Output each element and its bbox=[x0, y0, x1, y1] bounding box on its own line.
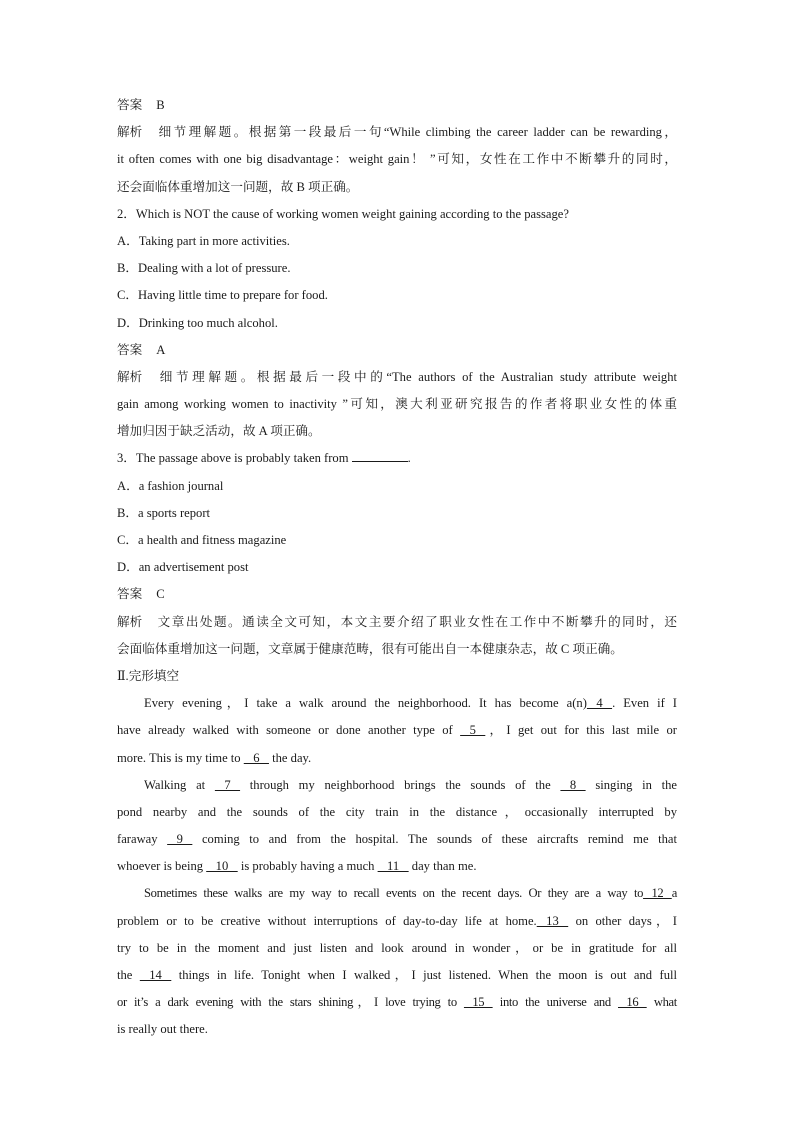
cloze-blank-15: 15 bbox=[463, 995, 493, 1010]
cloze-blank-5: 5 bbox=[460, 723, 486, 738]
cloze-text: things in life. Tonight when I walked，I just listened. When the moon is out and full bbox=[178, 968, 677, 982]
cloze-text: through my neighborhood brings the sounds of the bbox=[249, 777, 551, 792]
q2-option: A．Taking part in more activities. bbox=[117, 233, 290, 248]
q2-analysis-line: 增加归因于缺乏活动，故 A 项正确。 bbox=[117, 424, 321, 439]
answer-value: C bbox=[156, 587, 165, 602]
cloze-text: or it’s a dark evening with the stars shining，I love trying to bbox=[117, 995, 457, 1010]
cloze-blank-11: 11 bbox=[377, 859, 409, 874]
cloze-blank-10: 10 bbox=[206, 859, 238, 874]
cloze-line bbox=[117, 826, 677, 853]
cloze-blank-14: 14 bbox=[139, 968, 172, 982]
section-title: Ⅱ.完形填空 bbox=[117, 668, 180, 683]
q2-analysis-line bbox=[117, 364, 677, 391]
cloze-blank-4: 4 bbox=[586, 696, 613, 711]
analysis-label: 解析 bbox=[117, 614, 143, 629]
cloze-line bbox=[117, 880, 677, 907]
cloze-blank-9: 9 bbox=[167, 832, 193, 847]
q2-analysis-line: gain among working women to inactivity ”可知，澳大利亚研究报告的作者将职业女性的体重 bbox=[117, 397, 677, 412]
analysis-text: 细节理解题。根据最后一段中的“The authors of the Australian study attribute weight bbox=[156, 369, 677, 384]
cloze-line bbox=[117, 989, 677, 1016]
q3-stem-end: . bbox=[407, 451, 411, 466]
answer-label: 答案 bbox=[117, 98, 143, 112]
cloze-text: Walking at bbox=[144, 777, 206, 792]
cloze-text: day than me. bbox=[411, 859, 477, 874]
q2-option: C．Having little time to prepare for food. bbox=[117, 288, 328, 303]
cloze-text: the bbox=[117, 968, 133, 982]
cloze-text: coming to and from the hospital. The sounds of these aircrafts remind me that bbox=[201, 832, 678, 847]
cloze-text: into the universe and bbox=[499, 995, 611, 1010]
q2-option: D．Drinking too much alcohol. bbox=[117, 315, 278, 330]
q1-analysis-line: 还会面临体重增加这一问题，故 B 项正确。 bbox=[117, 179, 359, 194]
q2-option: B．Dealing with a lot of pressure. bbox=[117, 261, 291, 276]
cloze-text: ，I get out for this last mile or bbox=[485, 723, 677, 738]
answer-value: A bbox=[156, 342, 166, 357]
q3-stem bbox=[117, 445, 677, 472]
q3-stem-text: 3．The passage above is probably taken from bbox=[117, 451, 349, 466]
q1-answer-line bbox=[117, 92, 677, 119]
cloze-line bbox=[117, 908, 677, 935]
cloze-line: is really out there. bbox=[117, 1022, 208, 1037]
cloze-blank-12: 12 bbox=[643, 886, 672, 901]
cloze-line bbox=[117, 962, 677, 989]
cloze-text: what bbox=[653, 995, 677, 1010]
cloze-text: the day. bbox=[272, 750, 312, 765]
q2-stem: 2．Which is NOT the cause of working women weight gaining according to the passage? bbox=[117, 206, 569, 221]
answer-value: B bbox=[156, 98, 165, 112]
cloze-blank-13: 13 bbox=[536, 913, 569, 928]
cloze-line bbox=[117, 690, 677, 717]
cloze-text: whoever is being bbox=[117, 859, 204, 874]
analysis-label: 解析 bbox=[117, 369, 143, 384]
cloze-line bbox=[117, 772, 677, 799]
cloze-text: problem or to be creative without interruptions of day-to-day life at home. bbox=[117, 913, 537, 928]
q3-answer-line bbox=[117, 581, 677, 608]
cloze-line bbox=[117, 745, 677, 772]
q2-answer-line bbox=[117, 337, 677, 364]
cloze-line bbox=[117, 853, 677, 880]
analysis-label: 解析 bbox=[117, 125, 143, 140]
q3-analysis-line: 会面临体重增加这一问题，文章属于健康范畴，很有可能出自一本健康杂志，故 C 项正确。 bbox=[117, 641, 623, 656]
cloze-text: a bbox=[671, 886, 677, 901]
document-page bbox=[117, 92, 677, 1044]
cloze-text: on other days，I bbox=[575, 913, 678, 928]
cloze-text: more. This is my time to bbox=[117, 750, 241, 765]
q3-analysis-line bbox=[117, 609, 677, 636]
cloze-blank-16: 16 bbox=[618, 995, 647, 1010]
q1-analysis-line: it often comes with one big disadvantage：weight gain！ ”可知，女性在工作中不断攀升的同时， bbox=[117, 152, 677, 167]
q3-option: D．an advertisement post bbox=[117, 560, 249, 575]
answer-label: 答案 bbox=[117, 342, 143, 357]
analysis-text: 文章出处题。通读全文可知，本文主要介绍了职业女性在工作中不断攀升的同时，还 bbox=[156, 614, 677, 629]
cloze-line: pond nearby and the sounds of the city train in the distance，occasionally interrupted by bbox=[117, 804, 677, 819]
answer-blank bbox=[352, 448, 408, 462]
cloze-blank-7: 7 bbox=[214, 777, 241, 792]
cloze-text: Sometimes these walks are my way to recall events on the recent days. Or they are a way to bbox=[144, 886, 644, 901]
cloze-line: try to be in the moment and just listen and look around in wonder，or be in gratitude for all bbox=[117, 940, 677, 955]
cloze-text: is probably having a much bbox=[240, 859, 375, 874]
cloze-blank-8: 8 bbox=[560, 777, 586, 792]
cloze-text: Every evening，I take a walk around the neighborhood. It has become a(n) bbox=[144, 696, 587, 711]
analysis-text: 细节理解题。根据第一段最后一句“While climbing the career ladder can be rewarding， bbox=[156, 125, 677, 140]
cloze-text: singing in the bbox=[595, 777, 678, 792]
cloze-line bbox=[117, 717, 677, 744]
cloze-blank-6: 6 bbox=[243, 750, 269, 765]
q3-option: A．a fashion journal bbox=[117, 478, 224, 493]
cloze-text: faraway bbox=[117, 832, 158, 847]
cloze-text: have already walked with someone or done another type of bbox=[117, 723, 453, 738]
cloze-text: . Even if I bbox=[612, 696, 677, 711]
q3-option: B．a sports report bbox=[117, 505, 211, 520]
q1-analysis-line bbox=[117, 119, 677, 146]
q3-option: C．a health and fitness magazine bbox=[117, 533, 287, 547]
answer-label: 答案 bbox=[117, 587, 143, 602]
